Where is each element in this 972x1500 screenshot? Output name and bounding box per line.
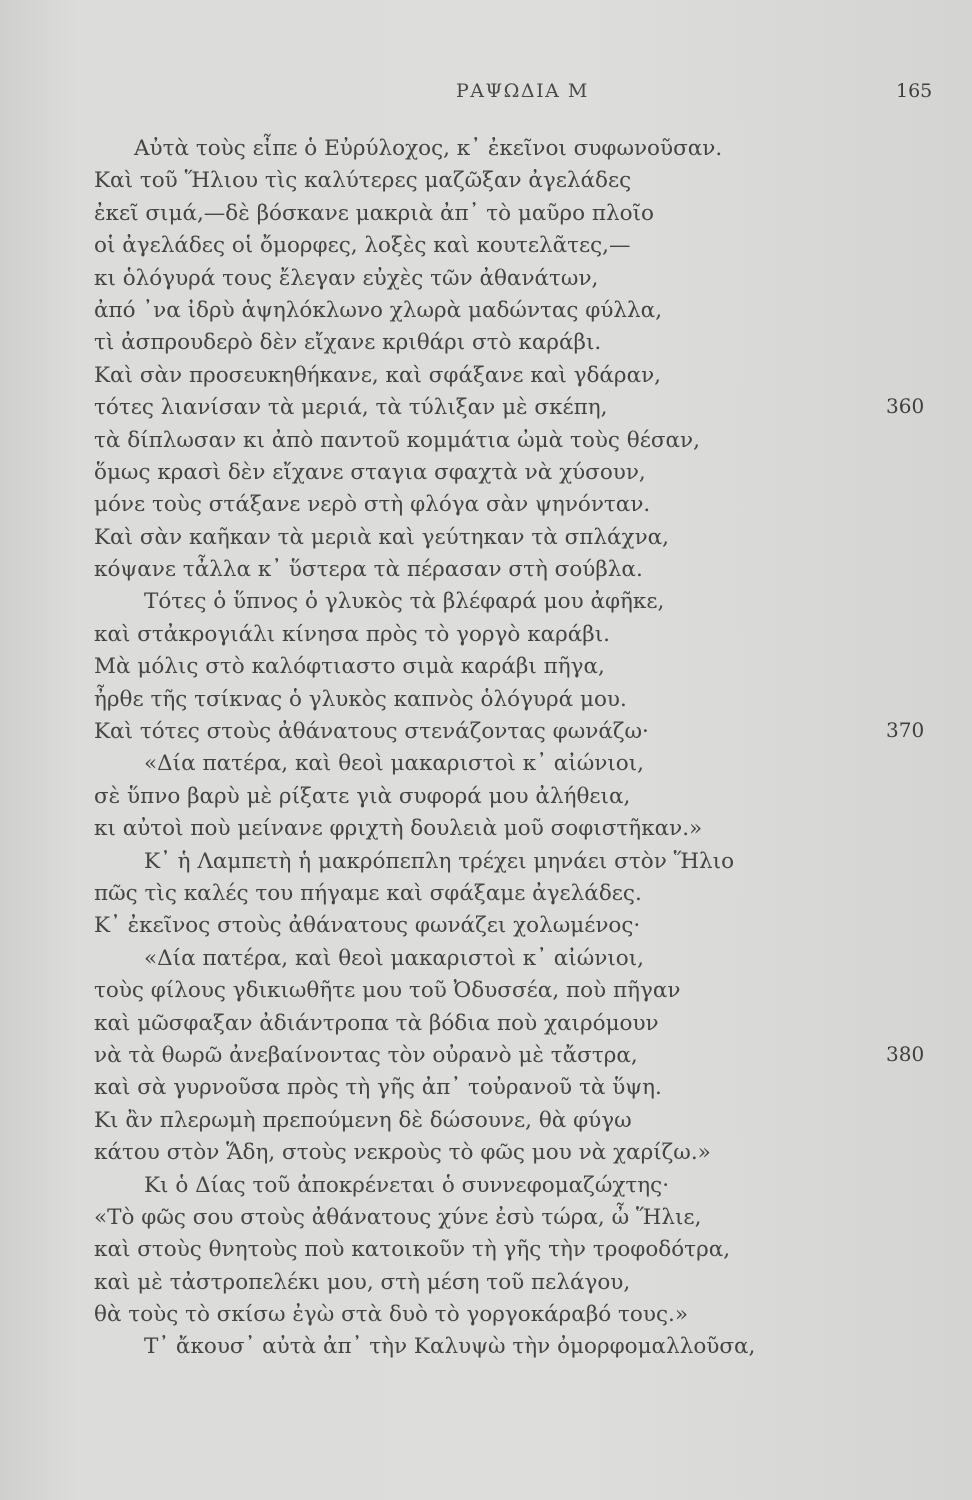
page-number: 165 xyxy=(896,80,933,102)
verse-line: «Τὸ φῶς σου στοὺς ἀθάνατους χύνε ἐσὺ τώρα, ὦ Ἥλιε, xyxy=(94,1204,702,1230)
verse-line: καὶ μὲ τἀστροπελέκι μου, στὴ μέση τοῦ πελάγου, xyxy=(94,1269,631,1295)
verse-line: ἀπό ᾿να ἰδρὺ ἁψηλόκλωνο χλωρὰ μαδώντας φύλλα, xyxy=(94,297,663,323)
verse-line: θὰ τοὺς τὸ σκίσω ἐγὼ στὰ δυὸ τὸ γοργοκάραβό τους.» xyxy=(94,1302,688,1328)
verse-line: Μὰ μόλις στὸ καλόφτιαστο σιμὰ καράβι πῆγα, xyxy=(94,654,605,680)
verse-line: ἐκεῖ σιμά,—δὲ βόσκανε μακριὰ ἀπ᾿ τὸ μαῦρο πλοῖο xyxy=(94,200,654,226)
verse-line: οἱ ἀγελάδες οἱ ὄμορφες, λοξὲς καὶ κουτελᾶτες,— xyxy=(94,233,631,259)
line-number-margin xyxy=(886,0,946,1500)
verse-line: ὅμως κρασὶ δὲν εἴχανε σταγια σφαχτὰ νὰ χύσουν, xyxy=(94,459,646,485)
verse-line: καὶ σὰ γυρνοῦσα πρὸς τὴ γῆς ἀπ᾿ τοὐρανοῦ τὰ ὕψη. xyxy=(94,1075,662,1101)
verse-line: τότες λιανίσαν τὰ μεριά, τὰ τύλιξαν μὲ σκέπη, xyxy=(94,395,608,421)
verse-line: Καὶ σὰν προσευκηθήκανε, καὶ σφάξανε καὶ γδάραν, xyxy=(94,362,661,388)
verse-line: Κ᾿ ἡ Λαμπετὴ ἡ μακρόπεπλη τρέχει μηνάει στὸν Ἥλιο xyxy=(144,848,735,874)
running-title: ΡΑΨΩΔΙΑ Μ xyxy=(456,80,589,102)
verse-line: σὲ ὕπνο βαρὺ μὲ ρίξατε γιὰ συφορά μου ἀλήθεια, xyxy=(94,783,631,809)
verse-line: πῶς τὶς καλές του πήγαμε καὶ σφάξαμε ἀγελάδες. xyxy=(94,880,642,906)
verse-line: Καὶ τοῦ Ἥλιου τὶς καλύτερες μαζῶξαν ἀγελάδες xyxy=(94,168,632,194)
running-head xyxy=(0,80,972,110)
verse-line: «Δία πατέρα, καὶ θεοὶ μακαριστοὶ κ᾿ αἰώνιοι, xyxy=(144,751,644,777)
line-number: 380 xyxy=(886,1042,925,1066)
verse-line: Καὶ σὰν καῆκαν τὰ μεριὰ καὶ γεύτηκαν τὰ σπλάχνα, xyxy=(94,524,669,550)
verse-line: Κ᾿ ἐκεῖνος στοὺς ἀθάνατους φωνάζει χολωμένος· xyxy=(94,913,641,939)
verse-line: νὰ τὰ θωρῶ ἀνεβαίνοντας τὸν οὐρανὸ μὲ τἄστρα, xyxy=(94,1042,638,1068)
verse-line: Τ᾿ ἄκουσ᾿ αὐτὰ ἀπ᾿ τὴν Καλυψὼ τὴν ὀμορφομαλλοῦσα, xyxy=(144,1334,756,1360)
verse-line: Κι ἂν πλερωμὴ πρεπούμενη δὲ δώσουνε, θὰ φύγω xyxy=(94,1107,632,1133)
verse-line: καὶ στοὺς θνητοὺς ποὺ κατοικοῦν τὴ γῆς τὴν τροφοδότρα, xyxy=(94,1237,731,1263)
verse-line: κι αὐτοὶ ποὺ μείνανε φριχτὴ δουλειὰ μοῦ σοφιστῆκαν.» xyxy=(94,816,703,842)
verse-line: ἦρθε τῆς τσίκνας ὁ γλυκὸς καπνὸς ὁλόγυρά μου. xyxy=(94,686,627,712)
line-number: 360 xyxy=(886,394,925,418)
poem-text xyxy=(94,133,874,1364)
verse-line: μόνε τοὺς στάξανε νερὸ στὴ φλόγα σὰν ψηνόνταν. xyxy=(94,492,651,518)
verse-line: κάτου στὸν Ἅδη, στοὺς νεκροὺς τὸ φῶς μου νὰ χαρίζω.» xyxy=(94,1140,711,1166)
verse-line: τοὺς φίλους γδικιωθῆτε μου τοῦ Ὀδυσσέα, ποὺ πῆγαν xyxy=(94,978,681,1004)
verse-line: τὶ ἀσπρουδερὸ δὲν εἴχανε κριθάρι στὸ καράβι. xyxy=(94,330,602,356)
verse-line: κι ὁλόγυρά τους ἔλεγαν εὐχὲς τῶν ἀθανάτων, xyxy=(94,265,599,291)
verse-line: Καὶ τότες στοὺς ἀθάνατους στενάζοντας φωνάζω· xyxy=(94,719,649,745)
line-number: 370 xyxy=(886,718,925,742)
verse-line: καὶ στἀκρογιάλι κίνησα πρὸς τὸ γοργὸ καράβι. xyxy=(94,621,610,647)
verse-line: Κι ὁ Δίας τοῦ ἀποκρένεται ὁ συννεφομαζώχτης· xyxy=(144,1172,670,1198)
verse-line: «Δία πατέρα, καὶ θεοὶ μακαριστοὶ κ᾿ αἰώνιοι, xyxy=(144,945,644,971)
verse-line: κόψανε τἆλλα κ᾿ ὕστερα τὰ πέρασαν στὴ σούβλα. xyxy=(94,557,643,583)
verse-line: καὶ μῶσφαξαν ἀδιάντροπα τὰ βόδια ποὺ χαιρόμουν xyxy=(94,1010,659,1036)
verse-line: Αὐτὰ τοὺς εἶπε ὁ Εὐρύλοχος, κ᾿ ἐκεῖνοι συφωνοῦσαν. xyxy=(134,136,723,161)
verse-line: Τότες ὁ ὕπνος ὁ γλυκὸς τὰ βλέφαρά μου ἀφῆκε, xyxy=(144,589,665,615)
verse-line: τὰ δίπλωσαν κι ἀπὸ παντοῦ κομμάτια ὠμὰ τοὺς θέσαν, xyxy=(94,427,700,453)
